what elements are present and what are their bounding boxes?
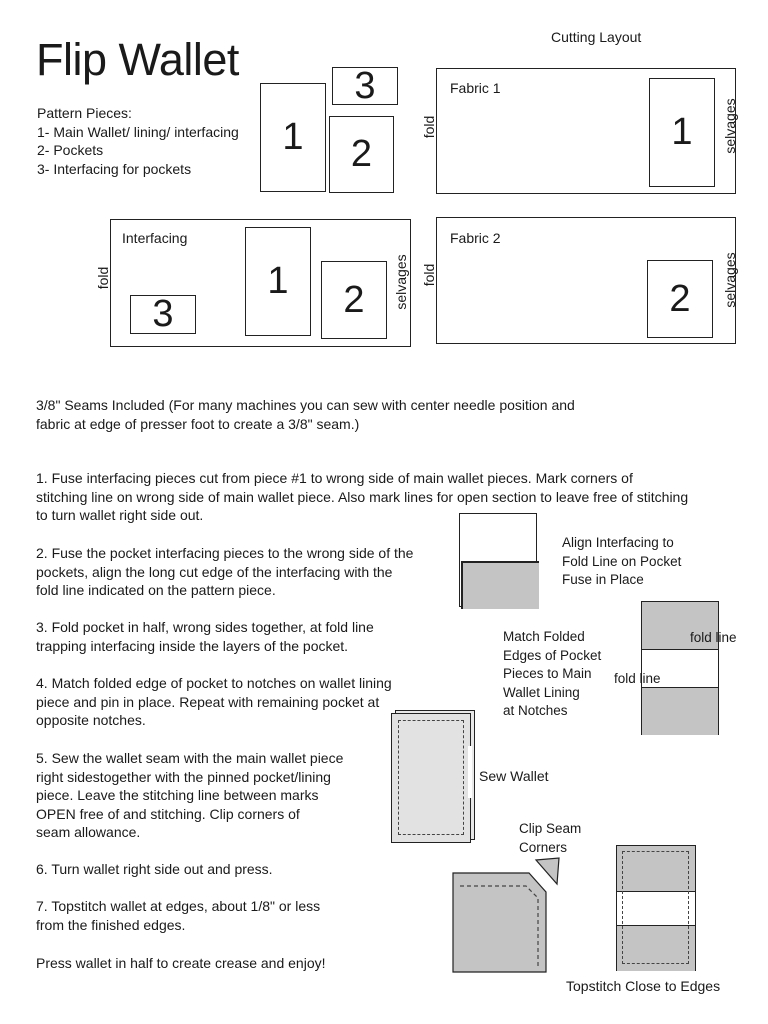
diagram-label-line: at Notches (503, 703, 568, 718)
step-line: OPEN free of and stitching. Clip corners of (36, 805, 300, 822)
selvages-label: selvages (393, 254, 409, 310)
step-line: piece. Leave the stitching line between marks (36, 787, 319, 803)
cutting-layout-heading: Cutting Layout (551, 29, 642, 45)
step-2 (36, 544, 413, 600)
clip-corner-diagram (450, 856, 562, 976)
pattern-piece-3 (332, 64, 398, 107)
diagram-label-line: Edges of Pocket (503, 647, 602, 663)
step-line: 4. Match folded edge of pocket to notches on wallet lining (36, 675, 392, 691)
seams-note-line: fabric at edge of presser foot to create a 3/8" seam.) (36, 415, 360, 432)
fold-label: fold (421, 263, 437, 287)
interfacing-piece-2 (321, 261, 387, 339)
seams-note (36, 396, 575, 433)
fabric-2-label: Fabric 2 (450, 230, 501, 246)
step-line: 1. Fuse interfacing pieces cut from piece #1 to wrong side of main wallet pieces. Mark corners of (36, 470, 633, 486)
align-interfacing-label (562, 534, 681, 590)
stitch-line (398, 720, 464, 835)
step-line: 6. Turn wallet right side out and press. (36, 861, 273, 877)
pattern-piece-item: 1- Main Wallet/ lining/ interfacing (37, 123, 239, 140)
piece-number: 1 (282, 116, 304, 158)
selvages-label: selvages (722, 252, 738, 308)
diagram-label-line: Clip Seam (519, 821, 582, 836)
diagram-label-line: Pieces to Main (503, 666, 592, 681)
diagram-label-line: Match Folded (503, 629, 585, 644)
step-line: to turn wallet right side out. (36, 507, 204, 523)
pattern-piece-item: 3- Interfacing for pockets (37, 160, 192, 177)
step-line: pockets, align the long cut edge of the interfacing with the (36, 563, 393, 580)
match-folded-label (503, 628, 601, 721)
piece-number: 2 (669, 277, 691, 320)
fold-line-label: fold line (614, 671, 661, 686)
step-line: 5. Sew the wallet seam with the main wallet piece (36, 750, 344, 766)
pattern-pieces-heading: Pattern Pieces: (37, 105, 132, 121)
topstitch-diagram (616, 845, 696, 971)
pattern-piece-item: 2- Pockets (37, 142, 104, 158)
piece-number: 2 (350, 133, 373, 175)
piece-number: 1 (267, 260, 289, 302)
fabric-1-label: Fabric 1 (450, 80, 501, 96)
step-3 (36, 618, 374, 655)
step-5 (36, 749, 343, 842)
piece-number: 1 (671, 111, 693, 153)
step-line: 3. Fold pocket in half, wrong sides together, at fold line (36, 619, 374, 635)
fabric-2-layout (436, 217, 736, 344)
clip-seam-label (519, 820, 581, 857)
diagram-label-line: Fuse in Place (562, 572, 644, 587)
fold-label: fold (421, 115, 437, 139)
topstitch-label: Topstitch Close to Edges (566, 978, 721, 994)
step-line: trapping interfacing inside the layers of the pocket. (36, 637, 349, 654)
fabric-2-piece-2 (647, 260, 713, 338)
step-8 (36, 954, 326, 973)
topstitch-line (622, 851, 689, 964)
step-4 (36, 674, 392, 730)
step-line: Press wallet in half to create crease and enjoy! (36, 955, 326, 971)
step-line: piece and pin in place. Repeat with remaining pocket at (36, 693, 380, 710)
interfacing-layout (110, 219, 411, 347)
interfacing-piece-3 (130, 295, 196, 334)
fabric-1-layout (436, 68, 736, 194)
step-line: right sidestogether with the pinned pocket/lining (36, 768, 331, 785)
open-section-gap (468, 746, 472, 798)
diagram-label-line: Align Interfacing to (562, 535, 674, 550)
step-7 (36, 897, 320, 934)
fold-line-label: fold line (690, 630, 737, 645)
selvages-label: selvages (722, 98, 738, 154)
page-title: Flip Wallet (36, 34, 239, 85)
interfacing-label: Interfacing (122, 230, 188, 246)
piece-number: 2 (343, 278, 365, 321)
diagram-label-line: Fold Line on Pocket (562, 553, 682, 569)
interfacing-piece-1 (245, 227, 311, 336)
pattern-pieces-list (37, 104, 239, 178)
piece-number: 3 (152, 293, 174, 335)
fabric-1-piece-1 (649, 78, 715, 187)
step-line: 2. Fuse the pocket interfacing pieces to the wrong side of the (36, 545, 414, 561)
diagram-label-line: Corners (519, 839, 568, 855)
pocket-interfacing-shaded (461, 561, 539, 609)
lining-diagram (641, 601, 719, 735)
pattern-piece-2 (329, 116, 394, 193)
step-line: from the finished edges. (36, 916, 186, 933)
seams-note-line: 3/8" Seams Included (For many machines you can sew with center needle position and (36, 397, 575, 413)
step-line: opposite notches. (36, 712, 146, 728)
diagram-label-line: Wallet Lining (503, 684, 580, 700)
piece-number: 3 (354, 64, 376, 107)
step-line: fold line indicated on the pattern piece. (36, 582, 276, 598)
fold-label: fold (95, 266, 111, 290)
lower-pocket-shaded (642, 687, 718, 735)
step-6 (36, 860, 273, 879)
pattern-piece-1 (260, 83, 326, 192)
step-line: seam allowance. (36, 824, 141, 840)
step-line: stitching line on wrong side of main wallet piece. Also mark lines for open section to leave free of stitching (36, 488, 689, 505)
step-line: 7. Topstitch wallet at edges, about 1/8" or less (36, 898, 321, 914)
sew-wallet-label: Sew Wallet (479, 768, 549, 784)
step-1 (36, 469, 756, 525)
